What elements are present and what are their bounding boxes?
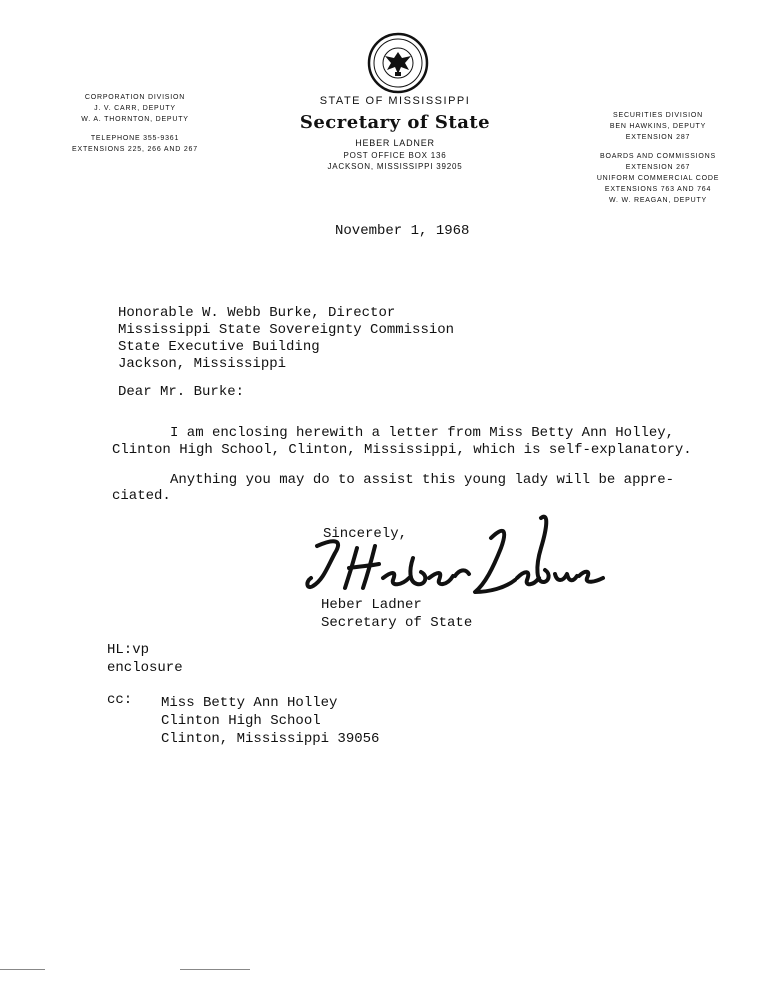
- extensions-763-764: EXTENSIONS 763 AND 764: [604, 186, 712, 193]
- letterhead-right: [588, 112, 728, 208]
- enclosure-note: enclosure: [107, 660, 183, 676]
- extensions: EXTENSIONS 225, 266 AND 267: [72, 146, 198, 153]
- recipient-line: Mississippi State Sovereignty Commission: [118, 322, 455, 338]
- corporation-division: CORPORATION DIVISION: [84, 94, 186, 101]
- letter-date: November 1, 1968: [335, 223, 470, 239]
- secretary-name: HEBER LADNER: [355, 138, 435, 148]
- paragraph-2-line-1: Anything you may do to assist this young lady will be appre-: [170, 472, 675, 488]
- reference-block: [107, 641, 183, 677]
- closing: Sincerely,: [323, 526, 408, 542]
- paragraph-1-line-1: I am enclosing herewith a letter from Miss Betty Ann Holley,: [170, 425, 675, 441]
- letterhead-center: [290, 96, 500, 174]
- scan-artifact-line: [180, 969, 250, 970]
- cc-label: cc:: [107, 692, 133, 708]
- seal-icon: [367, 32, 429, 94]
- state-name: STATE OF MISSISSIPPI: [319, 95, 471, 107]
- office-title: Secretary of State: [299, 112, 491, 133]
- po-box: POST OFFICE BOX 136: [343, 151, 447, 160]
- signer-name: Heber Ladner: [321, 597, 422, 613]
- recipient-line: State Executive Building: [118, 339, 320, 355]
- deputy-thornton: W. A. THORNTON, DEPUTY: [81, 116, 189, 123]
- handwritten-signature: [305, 508, 610, 608]
- extension-267: EXTENSION 267: [625, 164, 691, 171]
- state-seal: [367, 32, 429, 94]
- signature-icon: [305, 508, 610, 608]
- scan-artifact-line: [0, 969, 45, 970]
- deputy-carr: J. V. CARR, DEPUTY: [94, 105, 176, 112]
- cc-line: Clinton High School: [161, 713, 321, 729]
- telephone: TELEPHONE 355-9361: [90, 135, 180, 142]
- deputy-reagan: W. W. REAGAN, DEPUTY: [608, 197, 708, 204]
- cc-line: Miss Betty Ann Holley: [161, 695, 338, 711]
- letterhead-left: [60, 94, 210, 157]
- salutation: Dear Mr. Burke:: [118, 384, 245, 400]
- signer-title: Secretary of State: [321, 615, 473, 631]
- securities-division: SECURITIES DIVISION: [613, 112, 703, 119]
- uniform-commercial-code: UNIFORM COMMERCIAL CODE: [596, 175, 720, 182]
- recipient-address: [118, 305, 454, 373]
- reference-initials: HL:vp: [107, 642, 150, 658]
- signer-block: [321, 596, 472, 632]
- extension-287: EXTENSION 287: [625, 134, 691, 141]
- cc-recipient: [161, 694, 379, 748]
- cc-line: Clinton, Mississippi 39056: [161, 731, 380, 747]
- deputy-hawkins: BEN HAWKINS, DEPUTY: [609, 123, 707, 130]
- recipient-line: Honorable W. Webb Burke, Director: [118, 305, 396, 321]
- city-zip: JACKSON, MISSISSIPPI 39205: [327, 162, 463, 171]
- recipient-line: Jackson, Mississippi: [118, 356, 287, 372]
- boards-commissions: BOARDS AND COMMISSIONS: [599, 153, 716, 160]
- paragraph-2-line-2: ciated.: [112, 488, 171, 504]
- paragraph-1-line-2: Clinton High School, Clinton, Mississippi, which is self-explanatory.: [112, 442, 692, 458]
